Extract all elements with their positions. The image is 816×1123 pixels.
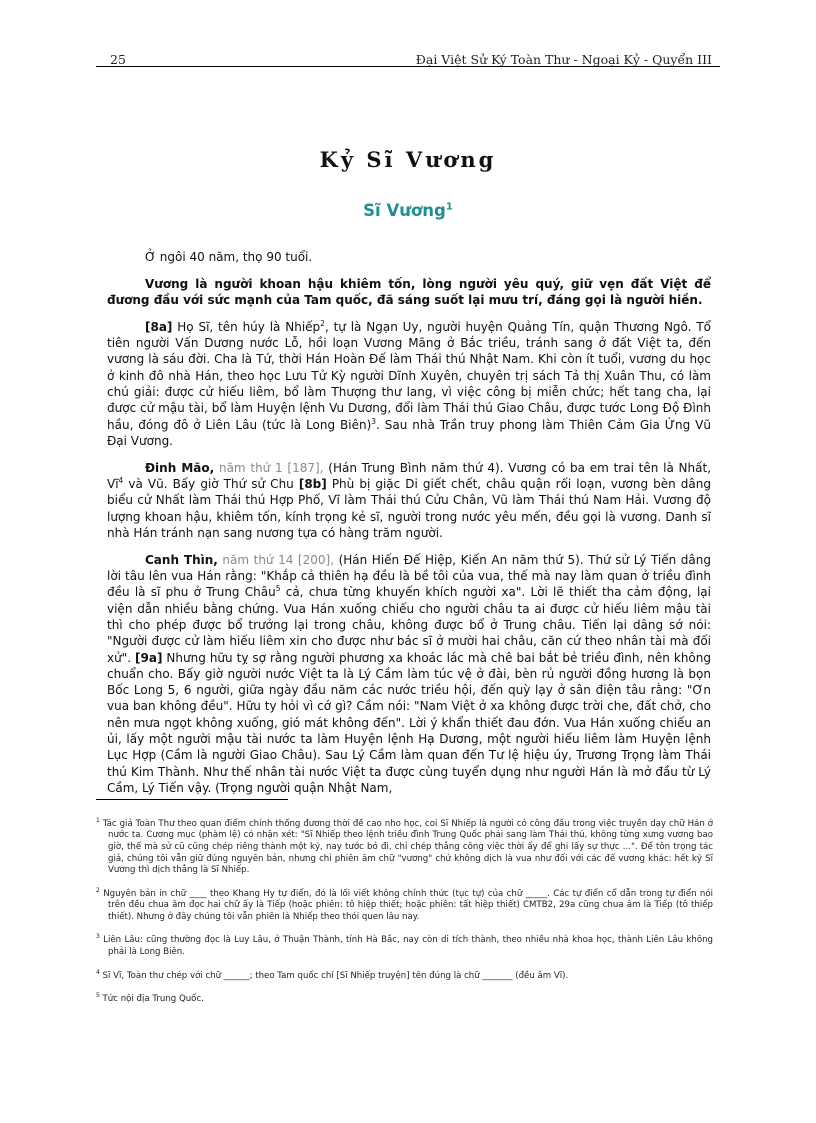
text-run: Họ Sĩ, tên húy là Nhiếp xyxy=(172,319,321,334)
footnote xyxy=(96,990,713,1005)
year-note: năm thứ 14 [200], xyxy=(217,552,335,567)
paragraph-canh-thin xyxy=(107,552,711,796)
footnote-number: 1 xyxy=(96,817,100,824)
running-header xyxy=(96,42,720,66)
text-run: Phù bị giặc Di giết chết, châu quận rối loạn, vương bèn dâng biểu cử Nhất làm Thái thú Hợp Phố, Vĩ làm Thái thú Cửu Chân, Vũ làm Thái thú Nam Hải. Vương độ lượng khoan hậu, khiêm tốn, kính trọng kẻ sĩ, người trong nước yêu mến, đều gọi là vương. Danh sĩ nhà Hán tránh nạn sang nương tựa có hàng trăm người. xyxy=(107,477,711,540)
paragraph-reign: Ở ngôi 40 năm, thọ 90 tuổi. xyxy=(145,250,313,264)
footnote-number: 5 xyxy=(96,991,100,999)
footnote xyxy=(96,885,713,924)
text-run: (Hán Hiến Đế Hiệp, Kiến An năm thứ 5). Thứ sử Lý Tiến dâng lời tâu lên vua Hán rằng: "Khắp cả thiên hạ đều là bề tôi của vua, thế mà nay làm quan ở triều đình đều là sĩ phu ở Trung Châu xyxy=(107,552,711,600)
footnote-text: Liên Lâu: cũng thường đọc là Luy Lâu, ở Thuận Thành, tỉnh Hà Bắc, nay còn di tích thành, theo nhiều nhà khoa học, thành Liên Lâu không phải là Long Biên. xyxy=(99,935,713,957)
footnote xyxy=(96,815,713,877)
footnote-text: Tức nội địa Trung Quốc. xyxy=(99,993,204,1004)
running-title: Đại Việt Sử Ký Toàn Thư - Ngoại Kỷ - Quyển III xyxy=(415,52,712,67)
text-run: và Vũ. Bấy giờ Thứ sử Chu xyxy=(123,477,299,492)
footnote-number: 2 xyxy=(96,886,100,894)
footnote-number: 3 xyxy=(96,933,100,941)
page-marker-8b: [8b] xyxy=(298,477,327,492)
footnotes xyxy=(96,815,713,1013)
footnote-ref-2[interactable]: 2 xyxy=(320,318,325,328)
footnote-text: Tác giả Toàn Thư theo quan điểm chính thống đương thời đề cao nho học, coi Sĩ Nhiếp là người có công đầu trong việc truyền dạy chữ Hán ở nước ta. Cương mục (phàm lệ) có nhận xét: "Sĩ Nhiếp theo lệnh triều đình Trung Quốc phái sang làm Thái thú, không từng xưng vương bao giờ, thế mà sử cũ cũng chép riêng thành một kỷ, nay tước bỏ đi, chỉ chép thẳng công việc thời ấy để ghi lấy sự thực ...". Để tôn trọng tác giả, chúng tôi vẫn giữ đúng nguyên bản, nhưng chỉ phiên âm chữ "vương" chứ không dịch là vua như đối với các đế vương khác: hết kỷ Sĩ Vương thì dịch thẳng là Sĩ Nhiếp. xyxy=(99,818,713,876)
chapter-title: Kỷ Sĩ Vương xyxy=(319,147,497,172)
footnote-text: Nguyên bản in chữ ____ theo Khang Hy tự điển, đó là lối viết không chính thức (tục tự) của chữ _____. Các tự điển cổ dẫn trong tự điển nói trên đều chua âm đọc hai chữ ấy là Tiếp (hoặc phiên: tô hiệp thiết; hoặc phiên: tất hiệp thiết) CMTB2, 29a cũng chua âm là Tiếp (tô thiếp thiết). Nhưng ở đây chúng tôi vẫn phiên là Nhiếp theo thói quen lâu nay. xyxy=(99,888,713,922)
footnote xyxy=(96,967,713,982)
paragraph-dinh-mao xyxy=(107,460,711,541)
footnote-text: Sĩ Vĩ, Toàn thư chép với chữ ______; theo Tam quốc chí [Sĩ Nhiếp truyện] tên đúng là chữ _______ (đều âm Vĩ). xyxy=(99,970,569,981)
header-rule xyxy=(96,66,720,67)
text-run: . Sau nhà Trần truy phong làm Thiên Cảm Gia Ứng Vũ Đại Vương. xyxy=(107,417,711,448)
footnote-ref-1[interactable]: 1 xyxy=(445,201,453,213)
text-run: Nhưng hữu tỵ sợ rằng người phương xa khoác lác mà chê bai bắt bẻ triều đình, nên không chuẩn cho. Bấy giờ người nước Việt ta là Lý Cầm làm túc vệ ở đài, bèn rủ người đồng hương là bọn Bốc Long 5, 6 người, giữa ngày đầu năm các nước triều hội, đến quỳ lạy ở sân điện tâu rằng: "Ơn vua ban không đều". Hữu ty hỏi vì cớ gì? Cầm nói: "Nam Việt ở xa không được trời che, đất chở, cho nên mưa ngọt không xuống, gió mát không đến". Lời ý khẩn thiết đau đớn. Vua Hán xuống chiếu an ủi, lấy một người mậu tài nước ta làm Huyện lệnh Hạ Dương, một người hiếu liêm làm Huyện lệnh Lục Hợp (Cầm là người Giao Châu). Sau Lý Cầm làm quan đến Tư lệ hiệu úy, Trương Trọng làm Thái thú Kim Thành. Như thế nhân tài nước Việt ta được cùng tuyển dụng như người Hán là mở đầu từ Lý Cầm, Lý Tiến vậy. (Trọng người quận Nhật Nam, xyxy=(107,650,711,795)
text-run: cả, chưa từng khuyến khích người xa". Lời lẽ thiết tha cảm động, lại viện dẫn nhiều bằng chứng. Vua Hán xuống chiếu cho người châu ta ai được cử hiếu liêm mậu tài thì cho phép được bổ trưởng lại trong châu, không được bổ ở Trung châu. Tiến lại dâng sớ nói: "Người được cử làm hiếu liêm xin cho được như bác sĩ ở mười hai châu, căn cứ theo nhân tài mà đối xử". xyxy=(107,585,711,665)
text-run: , tự là Ngạn Uy, người huyện Quảng Tín, quận Thương Ngô. Tổ tiên người Vấn Dương nước Lỗ, hồi loạn Vương Mãng ở Bắc triều, tránh sang ở đất Việt ta, đến vương là sáu đời. Cha là Tứ, thời Hán Hoàn Đế làm Thái thú Nhật Nam. Khi còn ít tuổi, vương du học ở kinh đô nhà Hán, theo học Lưu Tử Kỳ người Dĩnh Xuyên, chuyên trị sách Tả thị Xuân Thu, có làm chú giải: được cử hiếu liêm, bổ làm Thượng thư lang, vì việc công bị miễn chức; hết tang cha, lại được cử mậu tài, bổ làm Huyện lệnh Vu Dương, đổi làm Thái thú Giao Châu, được tước Long Độ Đình hầu, đóng đô ở Liên Lâu (tức là Long Biên) xyxy=(107,319,711,432)
page-marker-8a: [8a] xyxy=(145,319,173,334)
section-title xyxy=(0,201,816,220)
text-run: (Hán Trung Bình năm thứ 4). Vương có ba em trai tên là Nhất, Vĩ xyxy=(107,460,712,492)
footnote-ref-5[interactable]: 5 xyxy=(275,584,281,594)
year-note: năm thứ 1 [187], xyxy=(214,460,324,475)
year-heading: Canh Thìn, xyxy=(145,552,218,567)
footnote xyxy=(96,931,713,958)
year-heading: Đinh Mão, xyxy=(145,460,215,475)
footnote-ref-4[interactable]: 4 xyxy=(118,476,124,486)
paragraph-summary: Vương là người khoan hậu khiêm tốn, lòng người yêu quý, giữ vẹn đất Việt để đương đầu với sức mạnh của Tam quốc, đã sáng suốt lại mưu trí, đáng gọi là người hiền. xyxy=(107,276,711,308)
footnote-rule xyxy=(96,799,288,800)
footnote-ref-3[interactable]: 3 xyxy=(371,416,377,426)
page-marker-9a: [9a] xyxy=(135,650,163,665)
page-number: 25 xyxy=(110,52,126,67)
footnote-number: 4 xyxy=(96,968,100,976)
paragraph-biography xyxy=(107,319,711,449)
section-title-text: Sĩ Vương xyxy=(363,201,446,220)
body-text xyxy=(107,249,711,807)
